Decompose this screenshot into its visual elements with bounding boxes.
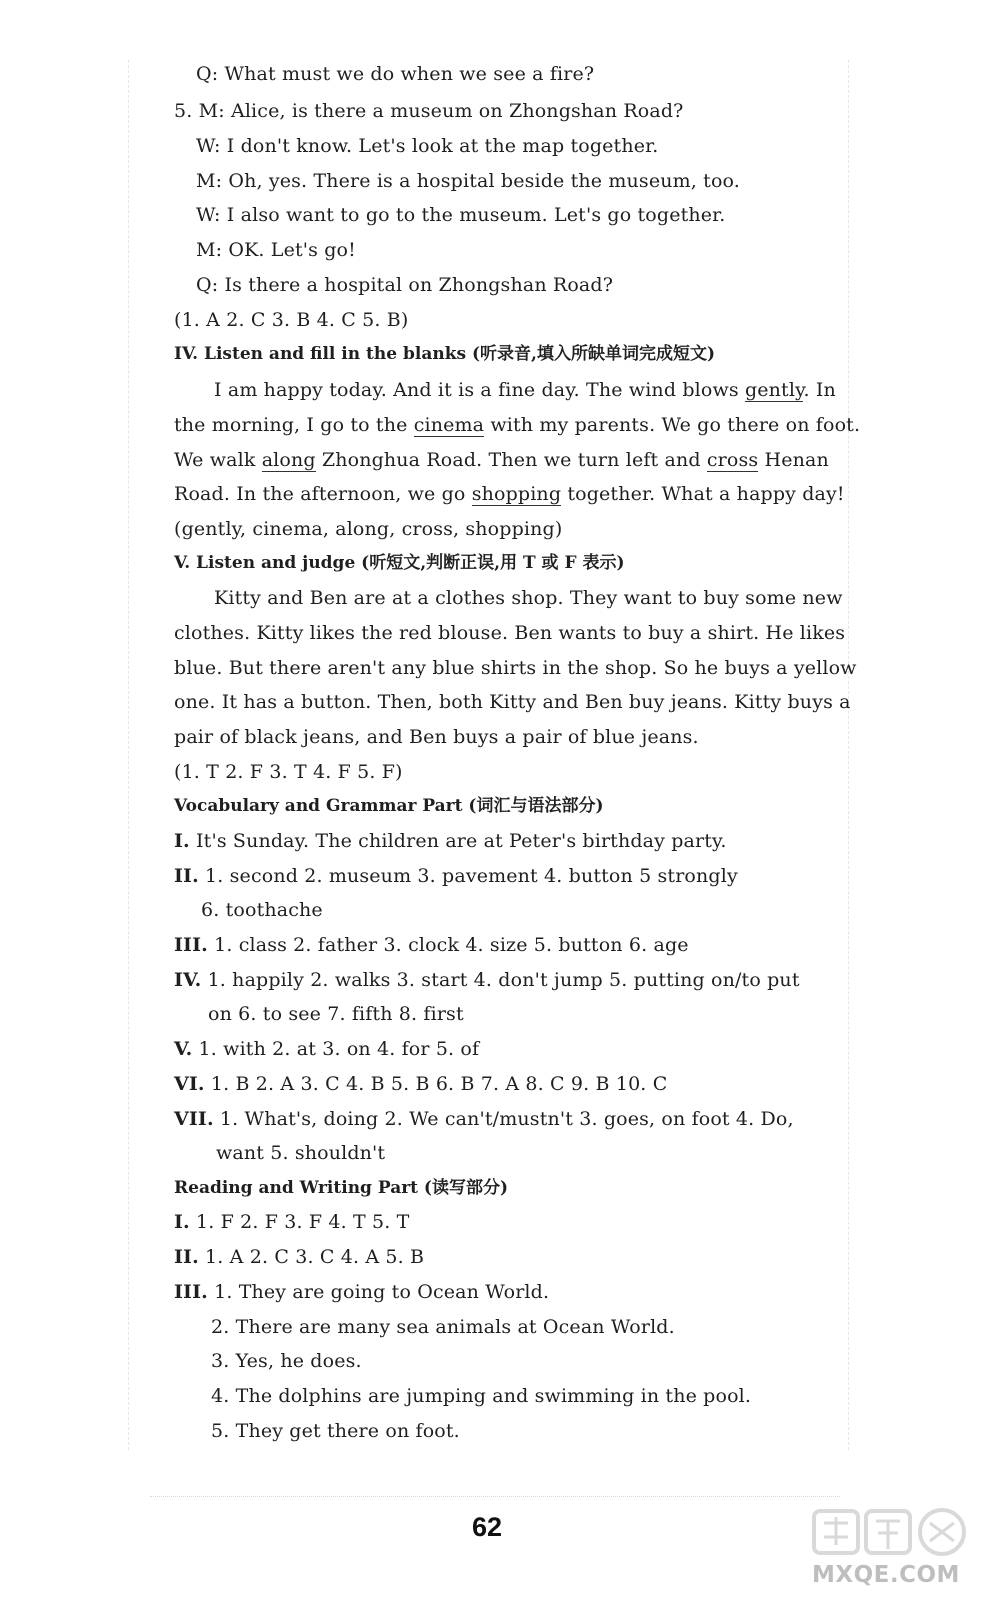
answer-line: VII. 1. What's, doing 2. We can't/mustn't 3. goes, on foot 4. Do, [174, 1108, 794, 1130]
answer-key: (1. T 2. F 3. T 4. F 5. F) [174, 761, 403, 783]
passage-line: blue. But there aren't any blue shirts in the shop. So he buys a yellow [174, 657, 857, 679]
passage-line: the morning, I go to the cinema with my parents. We go there on foot. [174, 414, 861, 436]
passage-line: one. It has a button. Then, both Kitty and Ben buy jeans. Kitty buys a [174, 691, 851, 713]
footer-rule [150, 1496, 840, 1497]
watermark-text: MXQE.COM [812, 1562, 960, 1588]
answer-line: III. 1. class 2. father 3. clock 4. size 5. button 6. age [174, 934, 689, 956]
answer-line: VI. 1. B 2. A 3. C 4. B 5. B 6. B 7. A 8. C 9. B 10. C [174, 1073, 668, 1095]
filled-blank: gently [744, 379, 804, 401]
filled-blank: cinema [413, 414, 485, 436]
answer-key: (gently, cinema, along, cross, shopping) [174, 518, 563, 540]
answer-line: on 6. to see 7. fifth 8. first [208, 1003, 464, 1025]
filled-blank: along [261, 449, 316, 471]
dialog-line: W: I also want to go to the museum. Let's go together. [196, 204, 726, 226]
passage-line: pair of black jeans, and Ben buys a pair of blue jeans. [174, 726, 699, 748]
dialog-line: M: Oh, yes. There is a hospital beside the museum, too. [196, 170, 740, 192]
answer-line: 4. The dolphins are jumping and swimming in the pool. [211, 1385, 752, 1407]
answer-line: 3. Yes, he does. [211, 1350, 362, 1372]
passage-line: We walk along Zhonghua Road. Then we turn left and cross Henan [174, 449, 829, 471]
right-margin-rule [848, 60, 849, 1450]
answer-line: III. 1. They are going to Ocean World. [174, 1281, 550, 1303]
part-heading: Vocabulary and Grammar Part (词汇与语法部分) [174, 796, 604, 816]
left-margin-rule [128, 60, 129, 1450]
answer-line: 5. They get there on foot. [211, 1420, 460, 1442]
dialog-line: 5. M: Alice, is there a museum on Zhongshan Road? [174, 100, 684, 122]
answer-line: II. 1. A 2. C 3. C 4. A 5. B [174, 1246, 425, 1268]
filled-blank: cross [706, 449, 759, 471]
passage-line: Road. In the afternoon, we go shopping together. What a happy day! [174, 483, 845, 505]
part-heading: Reading and Writing Part (读写部分) [174, 1178, 509, 1198]
passage-line: I am happy today. And it is a fine day. The wind blows gently. In [214, 379, 836, 401]
section-heading: IV. Listen and fill in the blanks (听录音,填入所缺单词完成短文) [174, 344, 715, 364]
question-line: Q: Is there a hospital on Zhongshan Road? [196, 274, 614, 296]
answer-line: V. 1. with 2. at 3. on 4. for 5. of [174, 1038, 480, 1060]
dialog-line: W: I don't know. Let's look at the map together. [196, 135, 659, 157]
question-line: Q: What must we do when we see a fire? [196, 63, 595, 85]
dialog-line: M: OK. Let's go! [196, 239, 356, 261]
passage-line: Kitty and Ben are at a clothes shop. They want to buy some new [214, 587, 843, 609]
section-heading: V. Listen and judge (听短文,判断正误,用 T 或 F 表示) [174, 553, 625, 573]
filled-blank: shopping [471, 483, 562, 505]
answer-line: 2. There are many sea animals at Ocean World. [211, 1316, 675, 1338]
answer-line: II. 1. second 2. museum 3. pavement 4. button 5 strongly [174, 865, 738, 887]
answer-line: 6. toothache [201, 899, 323, 921]
answer-key: (1. A 2. C 3. B 4. C 5. B) [174, 309, 409, 331]
answer-line: want 5. shouldn't [216, 1142, 386, 1164]
passage-line: clothes. Kitty likes the red blouse. Ben wants to buy a shirt. He likes [174, 622, 846, 644]
page-number: 62 [472, 1512, 503, 1542]
answer-line: I. It's Sunday. The children are at Peter's birthday party. [174, 830, 727, 852]
answer-line: IV. 1. happily 2. walks 3. start 4. don't jump 5. putting on/to put [174, 969, 800, 991]
answer-line: I. 1. F 2. F 3. F 4. T 5. T [174, 1211, 410, 1233]
